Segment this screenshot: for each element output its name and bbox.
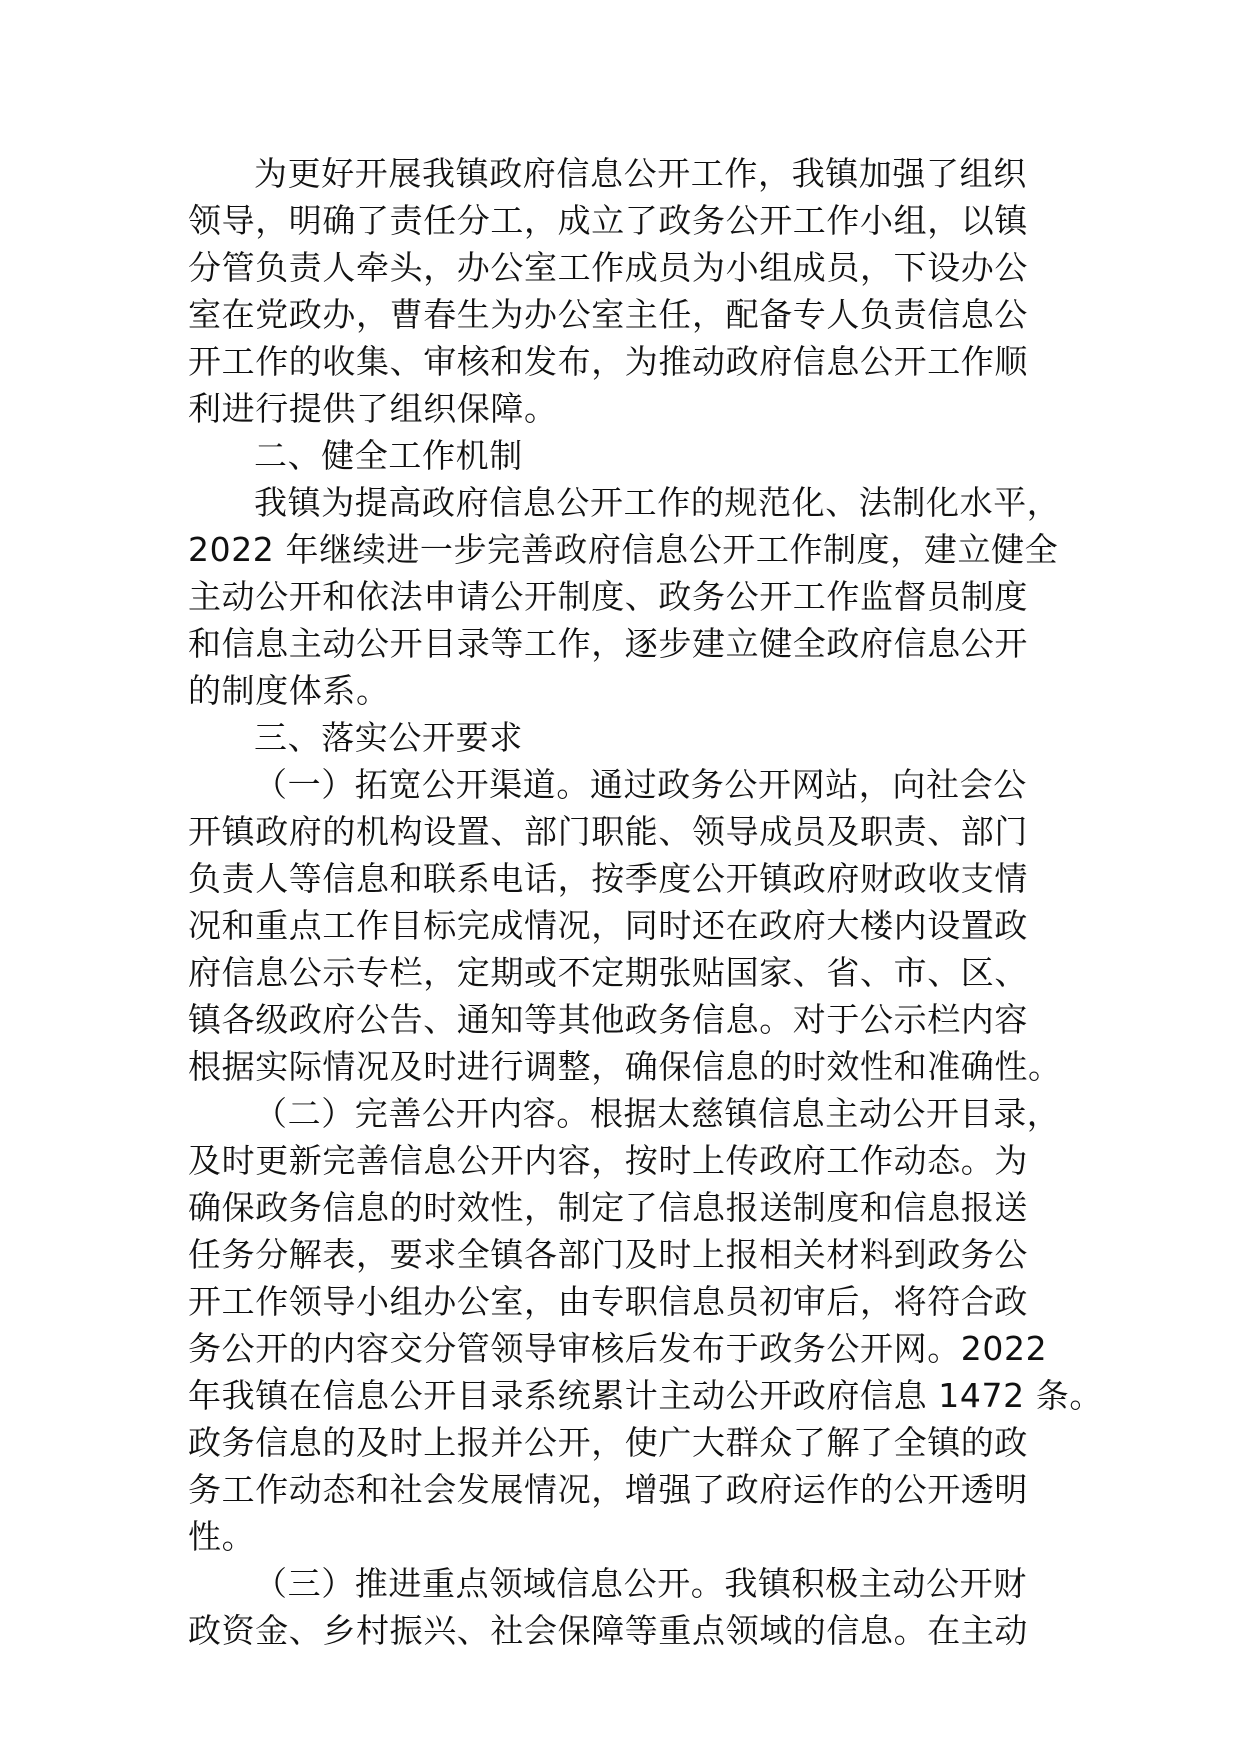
text-line: 负责人等信息和联系电话，按季度公开镇政府财政收支情 <box>188 859 1028 898</box>
text-line: （三）推进重点领域信息公开。我镇积极主动公开财 <box>254 1564 1027 1603</box>
text-line: 领导，明确了责任分工，成立了政务公开工作小组，以镇 <box>188 201 1028 240</box>
text-line: （二）完善公开内容。根据太慈镇信息主动公开目录， <box>254 1094 1061 1133</box>
text-line: 年我镇在信息公开目录系统累计主动公开政府信息 1472 条。 <box>188 1376 1103 1415</box>
text-line: 开工作的收集、审核和发布，为推动政府信息公开工作顺 <box>188 342 1028 381</box>
text-line: 务公开的内容交分管领导审核后发布于政务公开网。2022 <box>188 1329 1048 1368</box>
text-line: 2022 年继续进一步完善政府信息公开工作制度，建立健全 <box>188 530 1059 569</box>
text-line: 利进行提供了组织保障。 <box>188 389 558 428</box>
text-line: 我镇为提高政府信息公开工作的规范化、法制化水平， <box>254 483 1061 522</box>
text-line: 况和重点工作目标完成情况，同时还在政府大楼内设置政 <box>188 906 1028 945</box>
text-line: 根据实际情况及时进行调整，确保信息的时效性和准确性。 <box>188 1047 1062 1086</box>
text-line: 开镇政府的机构设置、部门职能、领导成员及职责、部门 <box>188 812 1028 851</box>
text-line: 府信息公示专栏，定期或不定期张贴国家、省、市、区、 <box>188 953 1028 992</box>
text-line: 分管负责人牵头，办公室工作成员为小组成员，下设办公 <box>188 248 1028 287</box>
text-line: 镇各级政府公告、通知等其他政务信息。对于公示栏内容 <box>188 1000 1028 1039</box>
text-line: 和信息主动公开目录等工作，逐步建立健全政府信息公开 <box>188 624 1028 663</box>
document-body <box>188 150 1103 1654</box>
text-line: 确保政务信息的时效性，制定了信息报送制度和信息报送 <box>188 1188 1028 1227</box>
text-line: 任务分解表，要求全镇各部门及时上报相关材料到政务公 <box>188 1235 1028 1274</box>
text-line: 的制度体系。 <box>188 671 390 710</box>
section-heading: 二、健全工作机制 <box>254 436 523 475</box>
text-line: 性。 <box>188 1517 256 1556</box>
text-line: 为更好开展我镇政府信息公开工作，我镇加强了组织 <box>254 154 1027 193</box>
text-line: 开工作领导小组办公室，由专职信息员初审后，将符合政 <box>188 1282 1028 1321</box>
text-line: 务工作动态和社会发展情况，增强了政府运作的公开透明 <box>188 1470 1028 1509</box>
text-line: 政资金、乡村振兴、社会保障等重点领域的信息。在主动 <box>188 1611 1028 1650</box>
text-line: （一）拓宽公开渠道。通过政务公开网站，向社会公 <box>254 765 1027 804</box>
section-heading: 三、落实公开要求 <box>254 718 523 757</box>
text-line: 政务信息的及时上报并公开，使广大群众了解了全镇的政 <box>188 1423 1028 1462</box>
text-line: 及时更新完善信息公开内容，按时上传政府工作动态。为 <box>188 1141 1028 1180</box>
text-line: 主动公开和依法申请公开制度、政务公开工作监督员制度 <box>188 577 1028 616</box>
text-line: 室在党政办，曹春生为办公室主任，配备专人负责信息公 <box>188 295 1028 334</box>
